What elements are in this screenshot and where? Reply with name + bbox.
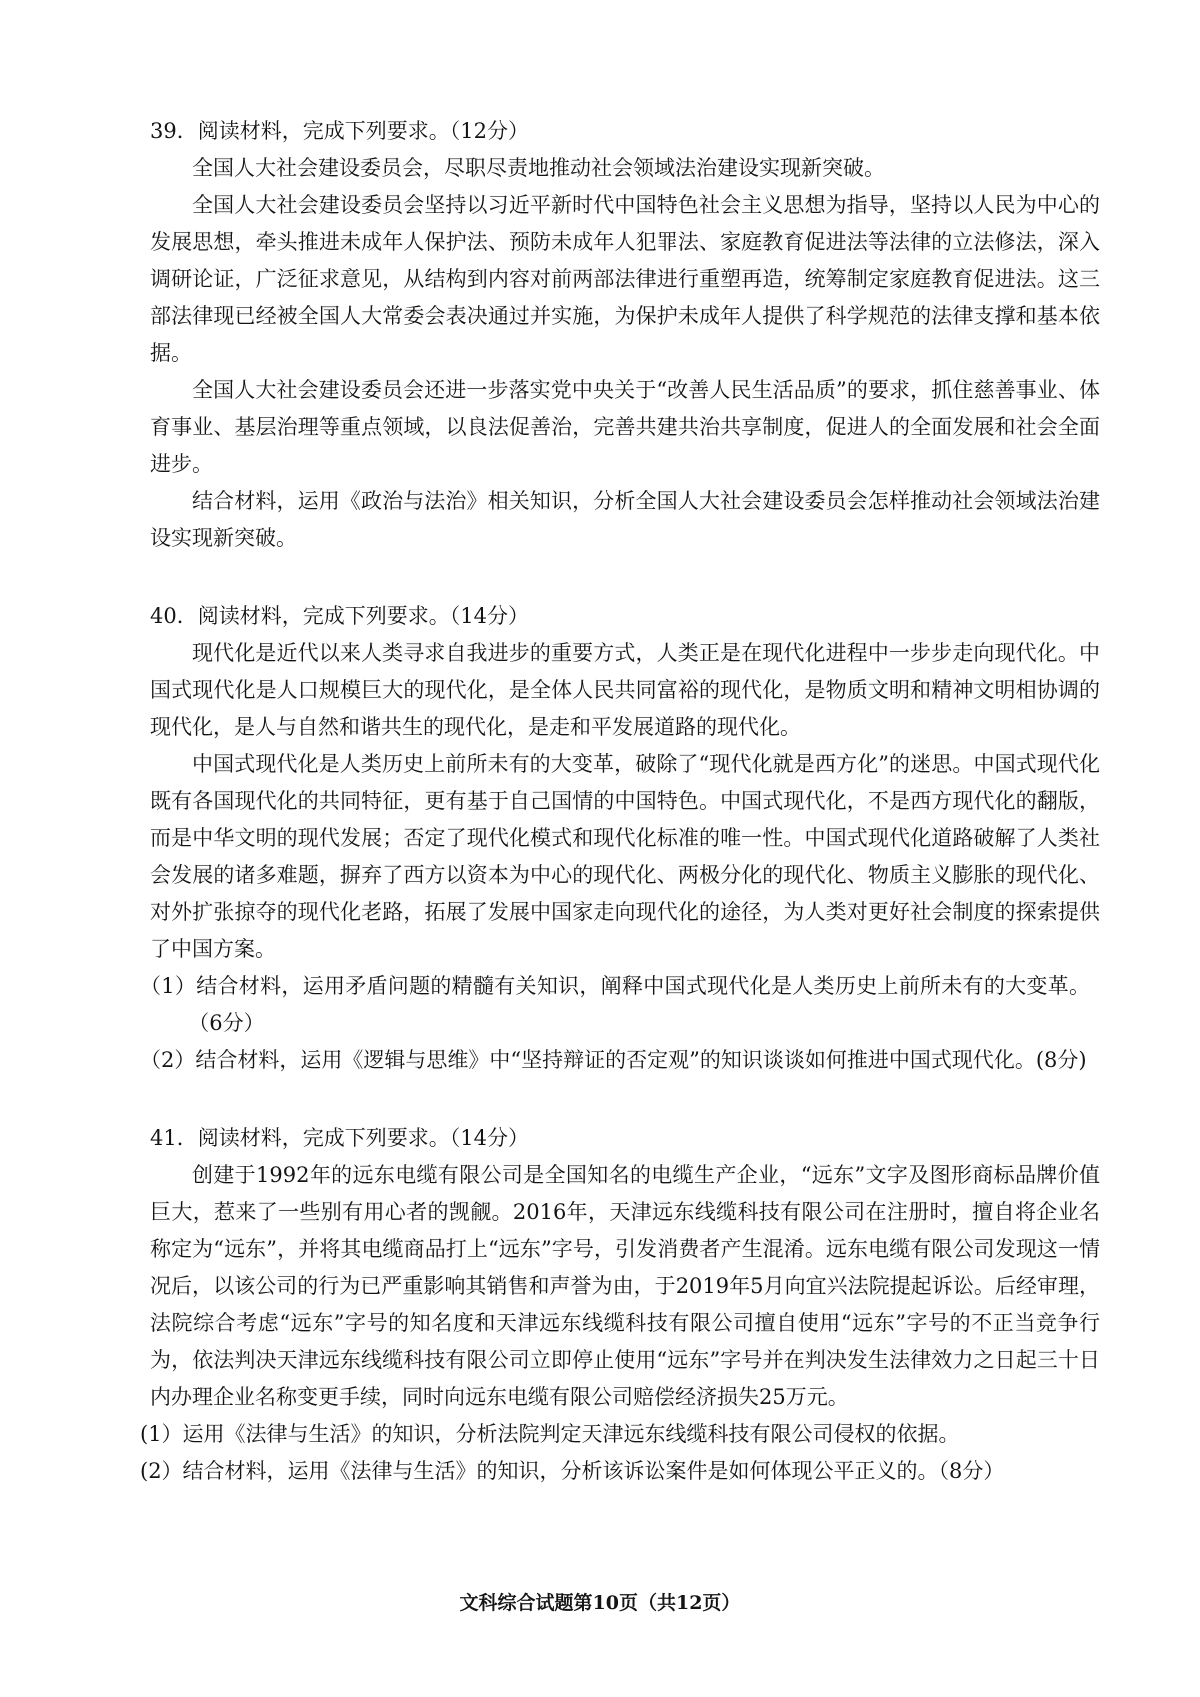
- material-paragraph: 全国人大社会建设委员会还进一步落实党中央关于“改善人民生活品质”的要求，抓住慈善事业、体育事业、基层治理等重点领域，以良法促善治，完善共建共治共享制度，促进人的全面发展和社会全面进步。: [150, 378, 1100, 476]
- question-title: 41．阅读材料，完成下列要求。（14分）: [150, 1126, 529, 1150]
- sub-question: (2）结合材料，运用《法律与生活》的知识，分析该诉讼案件是如何体现公平正义的。（8分）: [140, 1459, 1005, 1483]
- question-40: [140, 597, 1100, 1079]
- question-title: 39．阅读材料，完成下列要求。（12分）: [150, 119, 529, 143]
- material-paragraph: 创建于1992年的远东电缆有限公司是全国知名的电缆生产企业，“远东”文字及图形商标品牌价值巨大，惹来了一些别有用心者的觊觎。2016年，天津远东线缆科技有限公司在注册时，擅自将企业名称定为“远东”，并将其电缆商品打上“远东”字号，引发消费者产生混淆。远东电缆有限公司发现这一情况后，以该公司的行为已严重影响其销售和声誉为由，于2019年5月向宜兴法院提起诉讼。后经审理，法院综合考虑“远东”字号的知名度和天津远东线缆科技有限公司擅自使用“远东”字号的不正当竞争行为，依法判决天津远东线缆科技有限公司立即停止使用“远东”字号并在判决发生法律效力之日起三十日内办理企业名称变更手续，同时向远东电缆有限公司赔偿经济损失25万元。: [150, 1163, 1100, 1409]
- exam-page: [140, 112, 1100, 1530]
- page-footer: 文科综合试题第10页（共12页）: [459, 1592, 741, 1614]
- material-paragraph: 全国人大社会建设委员会，尽职尽责地推动社会领域法治建设实现新突破。: [192, 156, 885, 180]
- question-39: [150, 112, 1100, 557]
- question-41: [140, 1119, 1100, 1490]
- sub-question: (1）运用《法律与生活》的知识，分析法院判定天津远东线缆科技有限公司侵权的依据。: [140, 1422, 960, 1446]
- question-title: 40．阅读材料，完成下列要求。（14分）: [150, 604, 529, 628]
- material-paragraph: 现代化是近代以来人类寻求自我进步的重要方式，人类正是在现代化进程中一步步走向现代化。中国式现代化是人口规模巨大的现代化，是全体人民共同富裕的现代化，是物质文明和精神文明相协调的现代化，是人与自然和谐共生的现代化，是走和平发展道路的现代化。: [150, 641, 1100, 739]
- question-prompt: 结合材料，运用《政治与法治》相关知识，分析全国人大社会建设委员会怎样推动社会领域法治建设实现新突破。: [150, 489, 1100, 550]
- sub-question: （2）结合材料，运用《逻辑与思维》中“坚持辩证的否定观”的知识谈谈如何推进中国式现代化。(8分): [140, 1048, 1087, 1072]
- sub-question: （1）结合材料，运用矛盾问题的精髓有关知识，阐释中国式现代化是人类历史上前所未有的大变革。（6分）: [140, 974, 1090, 1035]
- material-paragraph: 中国式现代化是人类历史上前所未有的大变革，破除了“现代化就是西方化”的迷思。中国式现代化既有各国现代化的共同特征，更有基于自己国情的中国特色。中国式现代化，不是西方现代化的翻版，而是中华文明的现代发展；否定了现代化模式和现代化标准的唯一性。中国式现代化道路破解了人类社会发展的诸多难题，摒弃了西方以资本为中心的现代化、两极分化的现代化、物质主义膨胀的现代化、对外扩张掠夺的现代化老路，拓展了发展中国家走向现代化的途径，为人类对更好社会制度的探索提供了中国方案。: [150, 752, 1100, 961]
- material-paragraph: 全国人大社会建设委员会坚持以习近平新时代中国特色社会主义思想为指导，坚持以人民为中心的发展思想，牵头推进未成年人保护法、预防未成年人犯罪法、家庭教育促进法等法律的立法修法，深入调研论证，广泛征求意见，从结构到内容对前两部法律进行重塑再造，统筹制定家庭教育促进法。这三部法律现已经被全国人大常委会表决通过并实施，为保护未成年人提供了科学规范的法律支撑和基本依据。: [150, 193, 1100, 365]
